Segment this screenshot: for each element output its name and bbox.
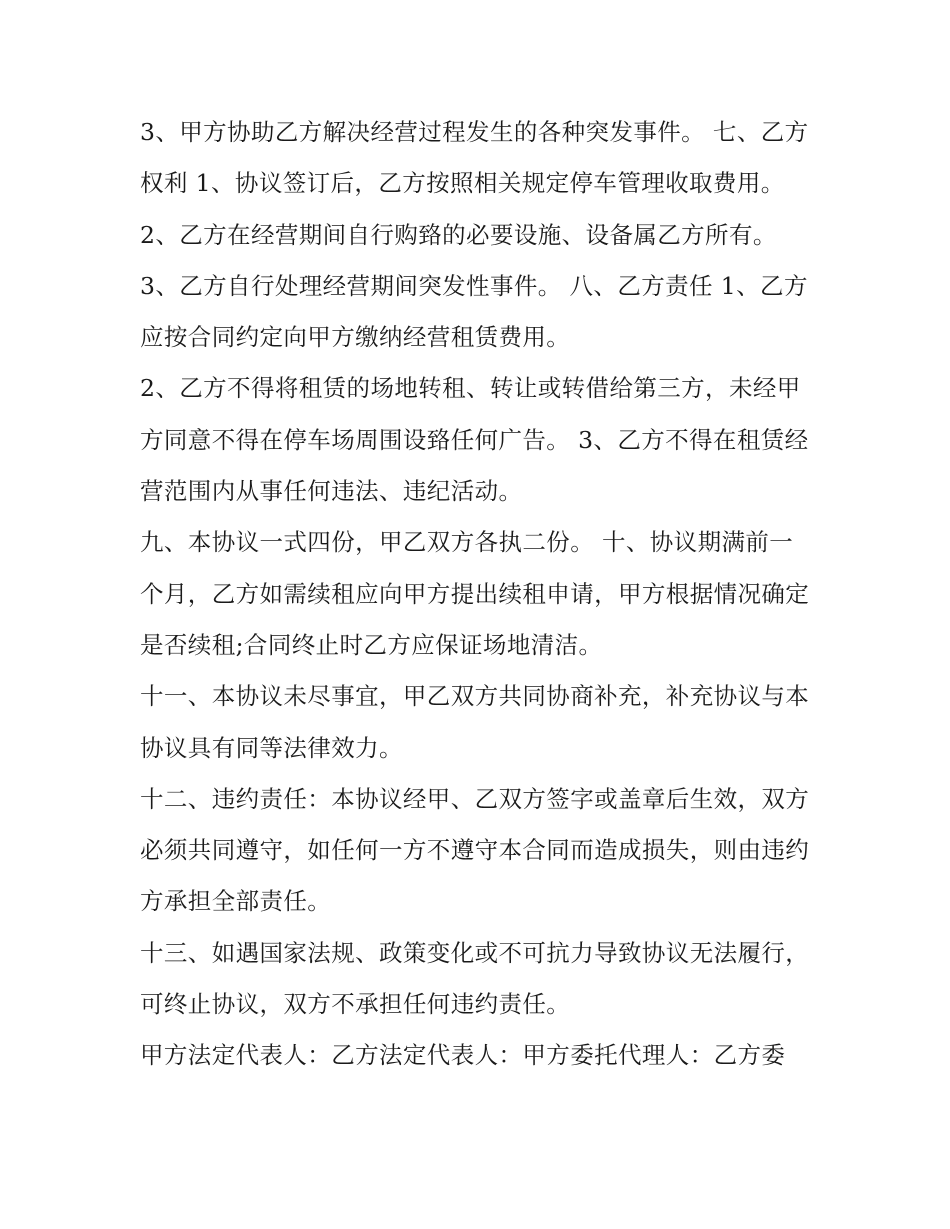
paragraph-6: 十一、本协议未尽事宜，甲乙双方共同协商补充，补充协议与本协议具有同等法律效力。 xyxy=(140,682,810,762)
paragraph-5: 九、本协议一式四份，甲乙双方各执二份。 十、协议期满前一个月，乙方如需续租应向甲方提出续租申请，甲方根据情况确定是否续租;合同终止时乙方应保证场地清洁。 xyxy=(140,528,810,659)
document-body xyxy=(140,107,816,1082)
paragraph-1: 3、甲方协助乙方解决经营过程发生的各种突发事件。 七、乙方权利 1、协议签订后，乙方按照相关规定停车管理收取费用。 xyxy=(140,118,809,198)
paragraph-9: 甲方法定代表人：乙方法定代表人：甲方委托代理人：乙方委 xyxy=(140,1041,786,1070)
paragraph-2: 2、乙方在经营期间自行购臵的必要设施、设备属乙方所有。 xyxy=(140,220,777,249)
paragraph-3: 3、乙方自行处理经营期间突发性事件。 八、乙方责任 1、乙方应按合同约定向甲方缴纳经营租赁费用。 xyxy=(140,271,808,352)
paragraph-4: 2、乙方不得将租赁的场地转租、转让或转借给第三方，未经甲方同意不得在停车场周围设臵任何广告。 3、乙方不得在租赁经营范围内从事任何违法、违纪活动。 xyxy=(140,374,809,506)
paragraph-7: 十二、违约责任：本协议经甲、乙双方签字或盖章后生效，双方必须共同遵守，如任何一方不遵守本合同而造成损失，则由违约方承担全部责任。 xyxy=(140,784,810,916)
paragraph-8: 十三、如遇国家法规、政策变化或不可抗力导致协议无法履行，可终止协议，双方不承担任何违约责任。 xyxy=(140,938,810,1019)
